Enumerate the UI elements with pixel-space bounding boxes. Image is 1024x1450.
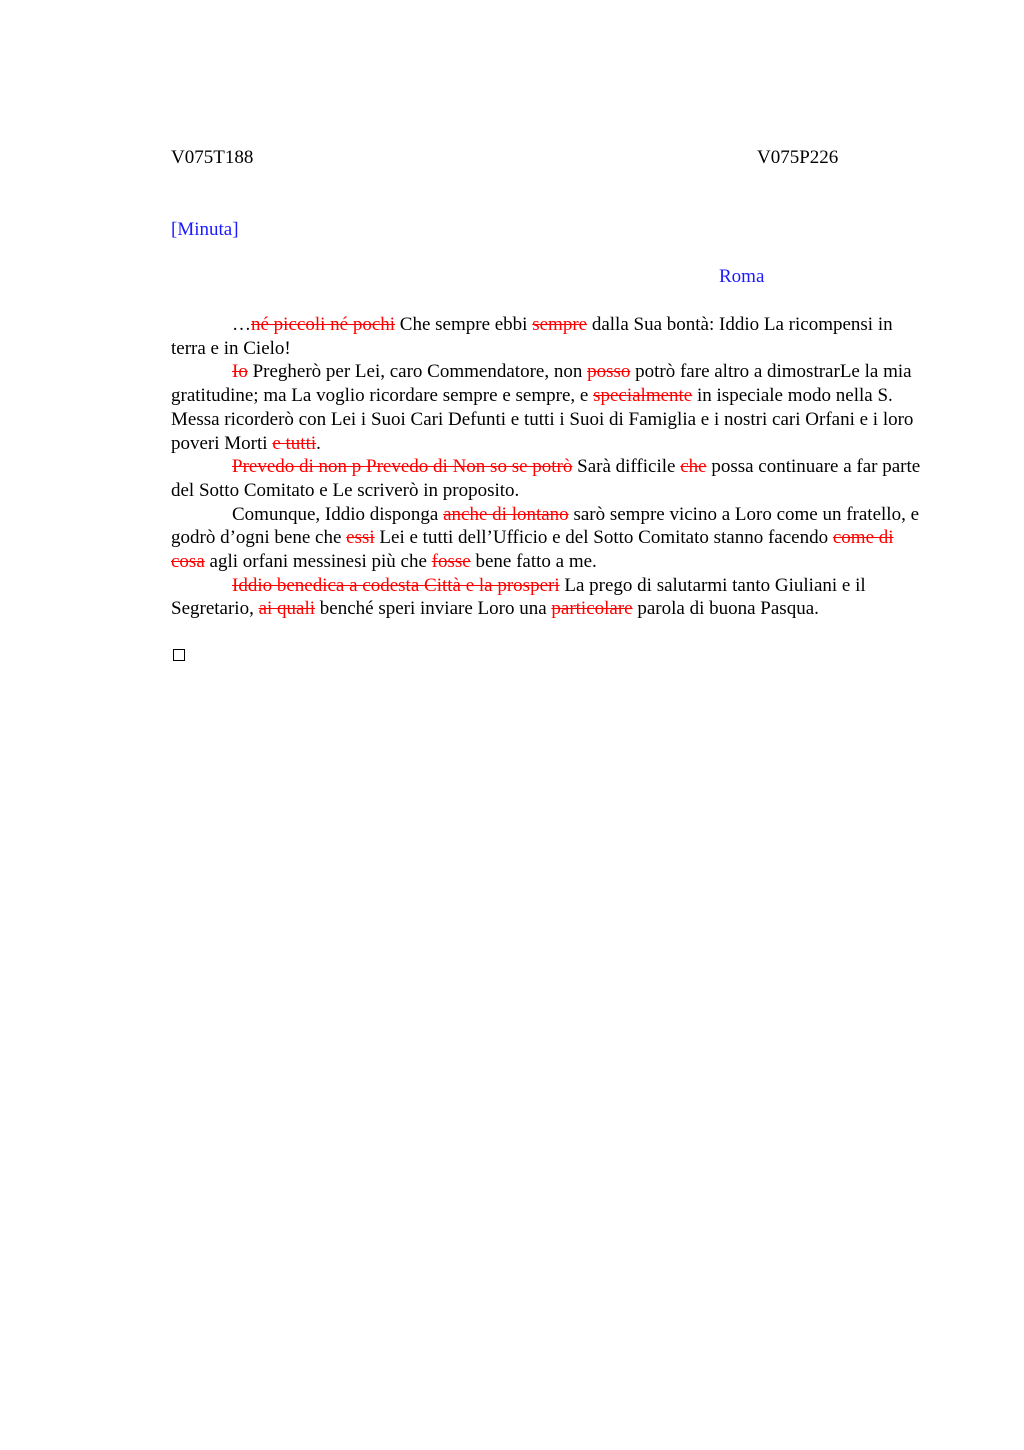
deleted-text: e tutti xyxy=(272,432,317,454)
deleted-text: fosse xyxy=(431,551,471,573)
deleted-text: Io xyxy=(232,361,248,383)
document-code-right: V075P226 xyxy=(757,147,839,168)
deleted-text: Prevedo di non p Prevedo di Non so se potrò xyxy=(232,456,573,478)
minuta-label: [Minuta] xyxy=(171,219,239,240)
deleted-text: particolare xyxy=(551,598,633,620)
text-segment: dalla Sua bontà: Iddio La ricompensi in terra e in Cielo! xyxy=(171,314,893,359)
text-segment: in ispeciale modo nella S. Messa ricorderò con Lei i Suoi Cari Defunti e tutti i Suoi di Famiglia e i nostri cari Orfani e i loro poveri Morti xyxy=(171,385,914,454)
text-segment: possa continuare a far parte del Sotto Comitato e Le scriverò in proposito. xyxy=(171,456,921,501)
deleted-text: che xyxy=(680,456,707,478)
deleted-text: specialmente xyxy=(593,385,693,407)
deleted-text: posso xyxy=(587,361,631,383)
text-segment: Sarà difficile xyxy=(572,456,681,478)
text-segment: Lei e tutti dell’Ufficio e del Sotto Comitato stanno facendo xyxy=(374,527,833,549)
place-label: Roma xyxy=(719,266,765,287)
text-segment: potrò fare altro a dimostrarLe la mia gratitudine; ma La voglio ricordare sempre e sempre, e xyxy=(171,361,912,407)
text-segment: … xyxy=(232,314,251,335)
deleted-text: ai quali xyxy=(258,598,316,620)
deleted-text: sempre xyxy=(532,314,588,335)
text-segment: agli orfani messinesi più che xyxy=(204,551,432,573)
letter-paragraph xyxy=(171,455,923,502)
deleted-text: essi xyxy=(346,527,375,549)
text-segment: . xyxy=(316,432,321,454)
text-segment: bene fatto a me. xyxy=(470,551,597,573)
document-code-left: V075T188 xyxy=(171,147,254,168)
deleted-text: anche di lontano xyxy=(443,503,569,525)
letter-body xyxy=(171,313,923,621)
end-marker-square-icon xyxy=(173,649,185,661)
text-segment: Che sempre ebbi xyxy=(395,314,533,335)
text-segment: Comunque, Iddio disponga xyxy=(232,503,444,525)
text-segment: benché speri inviare Loro una xyxy=(315,598,552,620)
text-segment: Pregherò per Lei, caro Commendatore, non xyxy=(247,361,588,383)
text-segment: La prego di salutarmi tanto Giuliani e il Segretario, xyxy=(171,574,866,620)
letter-paragraph xyxy=(171,574,923,621)
text-segment: parola di buona Pasqua. xyxy=(632,598,819,620)
letter-paragraph xyxy=(171,360,923,455)
letter-paragraph xyxy=(171,503,923,574)
deleted-text: né piccoli né pochi xyxy=(251,314,396,335)
text-segment: sarò sempre vicino a Loro come un fratello, e godrò d’ogni bene che xyxy=(171,503,919,549)
letter-paragraph xyxy=(171,313,923,360)
deleted-text: Iddio benedica a codesta Città e la prosperi xyxy=(232,574,560,596)
deleted-text: come di cosa xyxy=(171,527,894,573)
